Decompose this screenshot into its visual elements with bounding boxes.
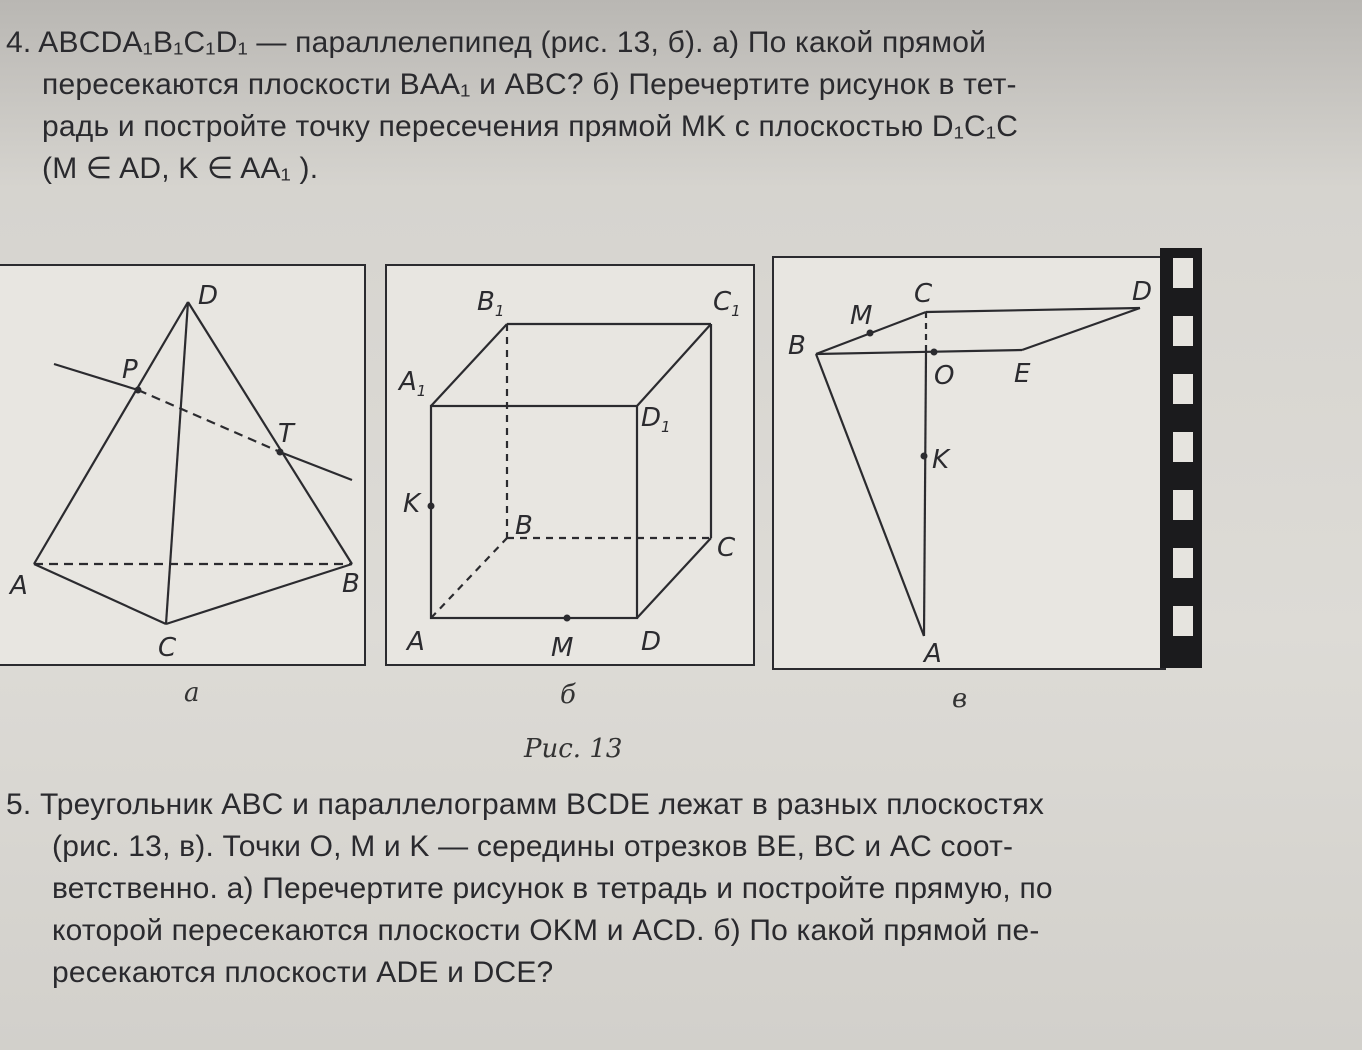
- label-K: K: [932, 445, 950, 475]
- label-D: D: [641, 627, 662, 657]
- label-A1: $A_1$: [399, 367, 427, 400]
- point-O: [931, 349, 938, 356]
- edge-DC: [166, 302, 188, 624]
- edge-CD: [926, 308, 1140, 312]
- task-5-line-1: 5. Треугольник ABC и параллелограмм BCDE лежат в разных плоскостях: [6, 788, 1045, 821]
- edge-CA-visible: [924, 352, 926, 636]
- figure-b: [385, 264, 755, 666]
- strip-hole: [1171, 256, 1195, 290]
- figure-a-drawing: [0, 266, 364, 664]
- label-D1: $D_1$: [641, 403, 671, 436]
- task-5-line-4: которой пересекаются плоскости OKM и ACD. б) По какой прямой пе-: [52, 914, 1040, 947]
- figure-title: Рис. 13: [524, 734, 623, 764]
- point-T: [277, 449, 284, 456]
- label-D: D: [1132, 277, 1153, 307]
- label-A: A: [407, 627, 425, 657]
- strip-hole: [1171, 372, 1195, 406]
- figure-b-drawing: [387, 266, 753, 664]
- strip-hole: [1171, 604, 1195, 638]
- label-D: D: [198, 281, 219, 311]
- task-4-line-1: 4. ABCDA₁B₁C₁D₁ — параллелепипед (рис. 13, б). а) По какой прямой: [6, 26, 987, 59]
- edge-DB: [188, 302, 352, 564]
- edge-DA: [34, 302, 188, 564]
- label-C: C: [158, 633, 177, 663]
- strip-hole: [1171, 546, 1195, 580]
- caption-b: б: [560, 680, 576, 710]
- label-C1: $C_1$: [713, 287, 741, 320]
- label-A: A: [924, 639, 942, 668]
- point-K: [921, 453, 928, 460]
- caption-a: а: [184, 678, 200, 708]
- label-E: E: [1014, 359, 1031, 389]
- point-P: [135, 387, 142, 394]
- line-PT-hidden: [138, 390, 280, 452]
- label-B1: $B_1$: [477, 287, 505, 320]
- edge-BE: [816, 350, 1022, 354]
- label-B: B: [342, 569, 360, 599]
- task-5-line-2: (рис. 13, в). Точки O, M и K — середины отрезков BE, BC и AC соот-: [52, 830, 1014, 863]
- point-K: [428, 503, 435, 510]
- task-5-line-5: ресекаются плоскости ADE и DCE?: [52, 956, 554, 989]
- task-5-line-3: ветственно. а) Перечертите рисунок в тетрадь и постройте прямую, по: [52, 872, 1053, 905]
- edge-ED: [1022, 308, 1140, 350]
- label-B: B: [788, 331, 806, 361]
- label-C: C: [717, 533, 736, 563]
- label-T: T: [278, 419, 294, 449]
- figure-a: [0, 264, 366, 666]
- edge-DC: [637, 538, 711, 618]
- edge-BA: [816, 354, 924, 636]
- task-4-line-3: радь и постройте точку пересечения прямой MK с плоскостью D₁C₁C: [42, 110, 1019, 143]
- label-C: C: [914, 279, 933, 309]
- label-O: O: [934, 361, 955, 391]
- edge-A1B1: [431, 324, 507, 406]
- strip-hole: [1171, 430, 1195, 464]
- edge-D1C1: [637, 324, 711, 406]
- point-M: [564, 615, 571, 622]
- strip-hole: [1171, 488, 1195, 522]
- figure-v-drawing: [774, 258, 1164, 668]
- label-K: K: [403, 489, 421, 519]
- task-4-line-2: пересекаются плоскости BAA₁ и ABC? б) Перечертите рисунок в тет-: [42, 68, 1017, 101]
- task-5: [0, 784, 1300, 994]
- caption-v: в: [952, 684, 968, 714]
- film-strip-margin: [1160, 248, 1202, 668]
- label-P: P: [122, 355, 138, 385]
- label-B: B: [515, 511, 533, 541]
- label-M: M: [551, 633, 574, 663]
- label-M: M: [850, 301, 873, 331]
- edge-AC: [34, 564, 166, 624]
- edge-AB-hidden: [431, 538, 507, 618]
- label-A: A: [10, 571, 28, 601]
- task-4-line-4: (M ∈ AD, K ∈ AA₁ ).: [42, 152, 319, 185]
- edge-CB: [166, 564, 352, 624]
- figure-v: [772, 256, 1166, 670]
- strip-hole: [1171, 314, 1195, 348]
- task-4: [0, 22, 1300, 190]
